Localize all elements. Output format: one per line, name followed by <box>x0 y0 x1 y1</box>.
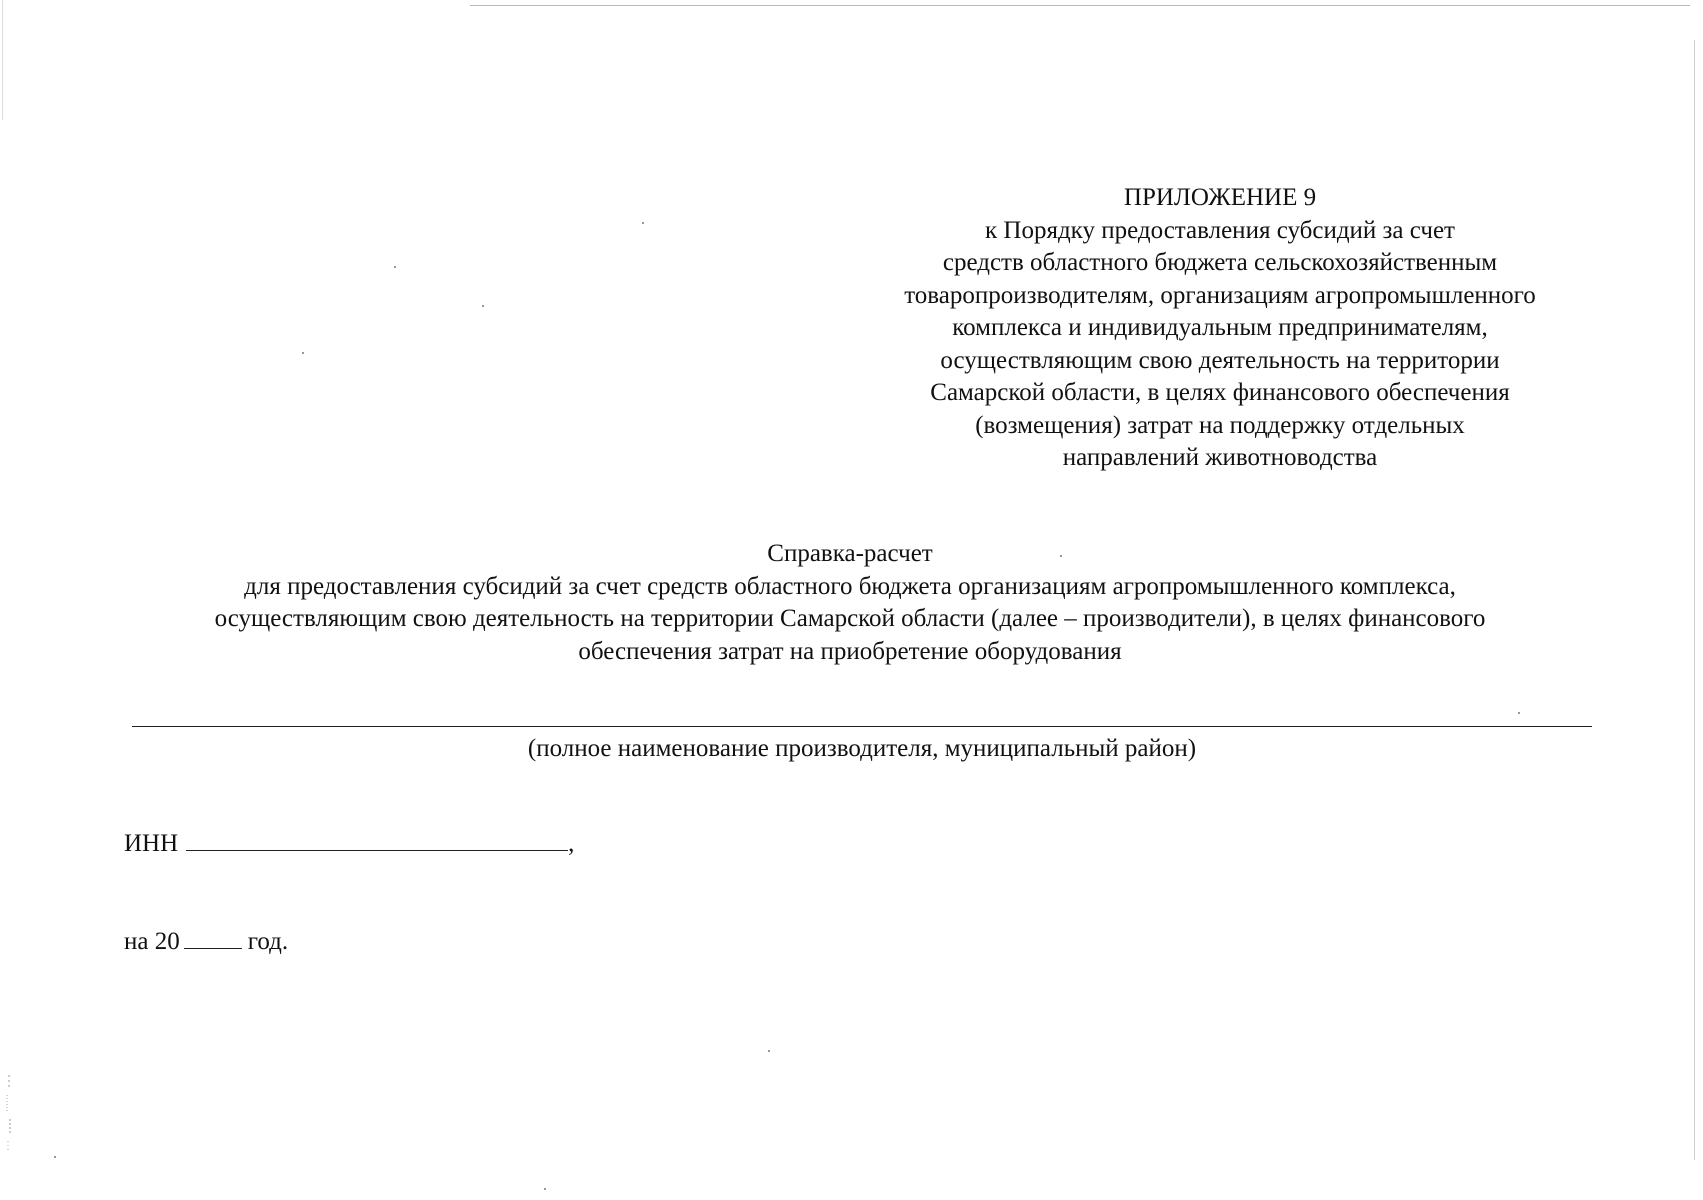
scan-speck <box>482 305 484 307</box>
certificate-line: для предоставления субсидий за счет средств областного бюджета организациям агропромышленного комплекса, <box>244 572 1456 600</box>
appendix-title: ПРИЛОЖЕНИЕ 9 <box>1123 184 1317 211</box>
inn-label: ИНН <box>124 830 179 857</box>
producer-name-caption: (полное наименование производителя, муниципальный район) <box>527 735 1197 762</box>
scan-speck <box>768 1050 770 1052</box>
inn-row <box>124 828 574 860</box>
scan-edge-left <box>2 0 3 120</box>
producer-name-field[interactable] <box>132 726 1592 727</box>
appendix-line: направлений животноводства <box>1062 444 1378 471</box>
appendix-line: Самарской области, в целях финансового обеспечения <box>930 379 1510 406</box>
appendix-line: товаропроизводителям, организациям агропромышленного <box>904 281 1536 309</box>
scan-stamp-fragment <box>4 1075 14 1155</box>
appendix-line: комплекса и индивидуальным предпринимателям, <box>952 314 1488 341</box>
certificate-line: обеспечения затрат на приобретение оборудования <box>578 637 1122 665</box>
scan-edge-top <box>470 5 1690 6</box>
inn-suffix: , <box>568 830 575 857</box>
scan-speck <box>1518 712 1520 714</box>
appendix-block <box>800 182 1640 475</box>
appendix-line: к Порядку предоставления субсидий за счет <box>985 216 1455 244</box>
scan-speck <box>544 1188 546 1190</box>
year-suffix: год. <box>247 928 289 955</box>
year-field[interactable] <box>184 926 242 949</box>
appendix-line: (возмещения) затрат на поддержку отдельных <box>975 411 1465 439</box>
certificate-line: осуществляющим свою деятельность на территории Самарской области (далее – производители), в целях финансового <box>214 605 1486 632</box>
appendix-line: осуществляющим свою деятельность на территории <box>940 346 1500 374</box>
scan-speck <box>54 1156 56 1158</box>
year-prefix: на 20 <box>124 928 180 955</box>
scan-speck <box>302 352 304 354</box>
appendix-line: средств областного бюджета сельскохозяйственным <box>942 249 1498 276</box>
scan-speck <box>394 266 396 268</box>
inn-field[interactable] <box>186 828 568 851</box>
scan-speck <box>642 222 644 224</box>
certificate-header <box>110 538 1590 668</box>
certificate-title: Справка-расчет <box>767 540 933 567</box>
scan-edge-right <box>1694 40 1695 1160</box>
year-row <box>124 926 288 958</box>
